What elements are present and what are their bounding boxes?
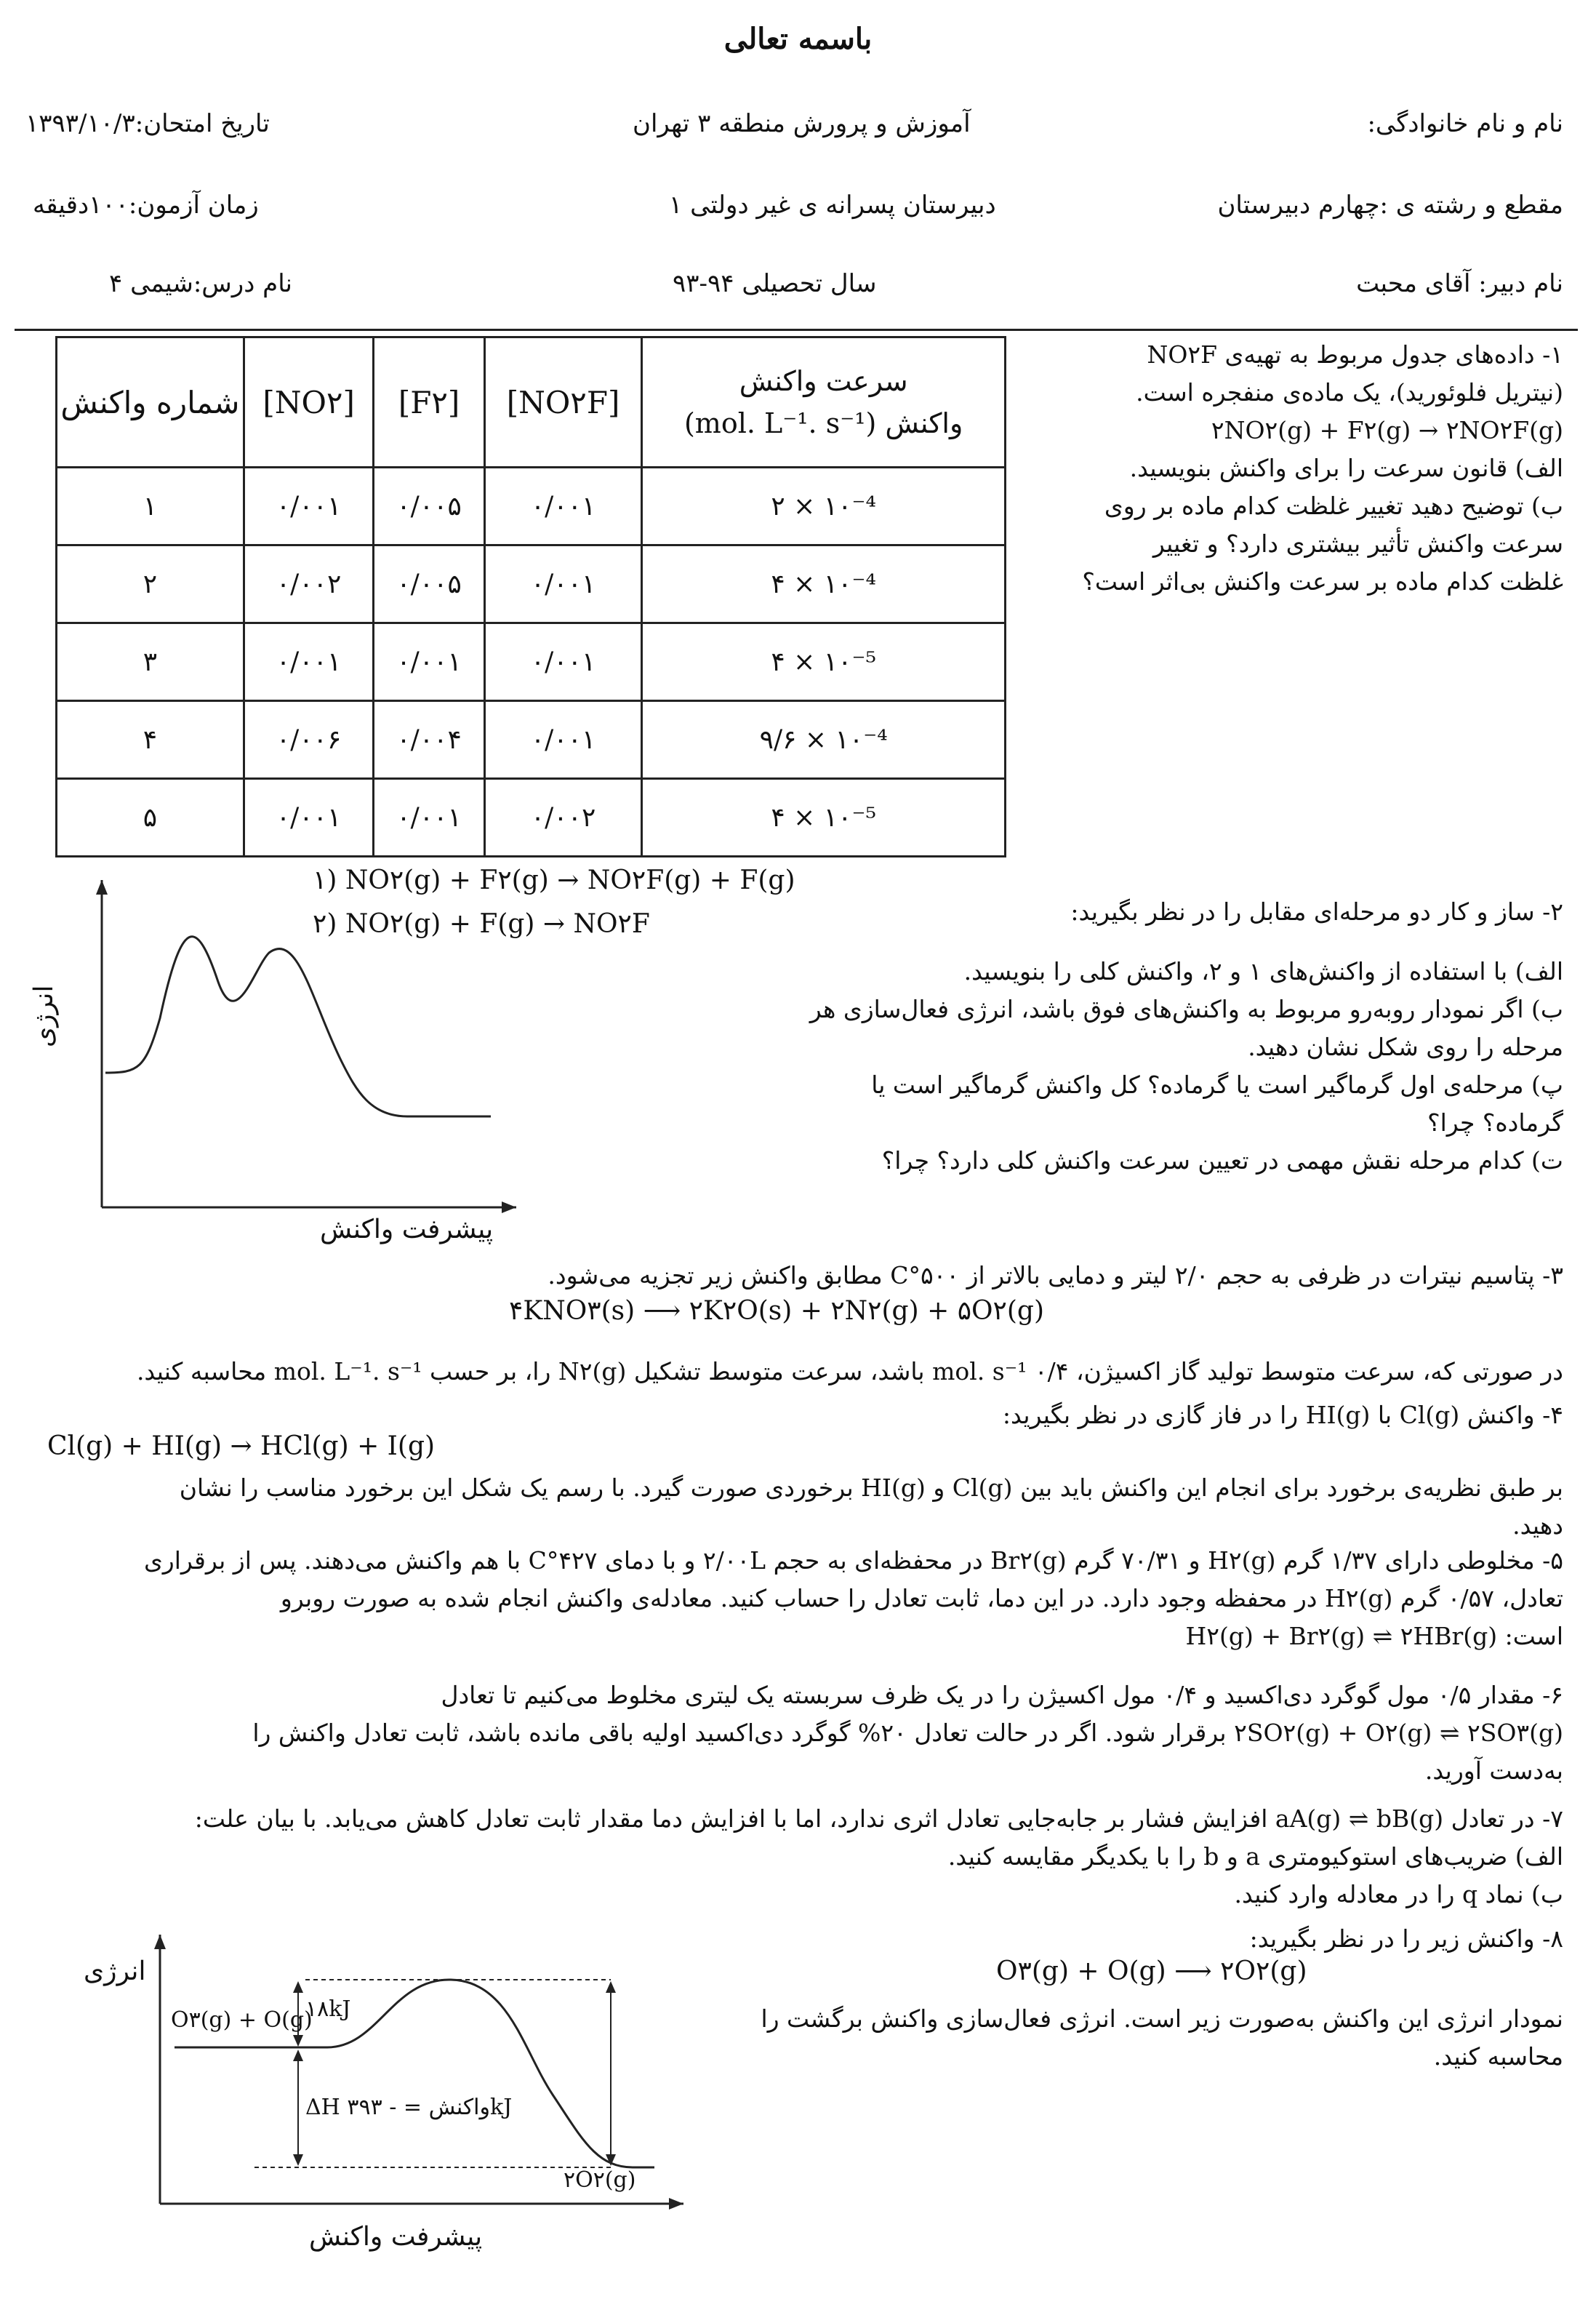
- q1-equation: ۲NO۲(g) + F۲(g) → ۲NO۲F(g): [1211, 416, 1563, 444]
- energy-curve: [105, 937, 491, 1116]
- rate-header-line1: سرعت واکنش: [739, 365, 908, 397]
- q2-line: ب) اگر نمودار روبه‌رو مربوط به واکنش‌های فوق باشد، انرژی فعال‌سازی هر: [809, 995, 1563, 1023]
- q2-line: الف) با استفاده از واکنش‌های ۱ و ۲، واکنش کلی را بنویسید.: [963, 957, 1563, 985]
- table-cell: ۰/۰۰۶: [244, 701, 374, 779]
- q6-line: به‌دست آورید.: [1424, 1756, 1563, 1785]
- q5-line: است: H۲(g) + Br۲(g) ⇌ ۲HBr(g): [1185, 1622, 1563, 1650]
- table-cell: ۴ × ۱۰⁻⁴: [642, 545, 1006, 623]
- table-row: [57, 701, 1006, 779]
- ea-arrow-head: [293, 1981, 303, 1993]
- q8-line: محاسبه کنید.: [1433, 2042, 1563, 2071]
- header-divider: [15, 329, 1578, 331]
- table-cell: ۰/۰۰۱: [484, 701, 641, 779]
- table-header-row: [57, 337, 1006, 468]
- x-axis-arrow: [669, 2198, 683, 2210]
- school-year-label: سال تحصیلی ۹۴-۹۳: [673, 269, 877, 298]
- table-cell: ۴ × ۱۰⁻⁵: [642, 623, 1006, 701]
- table-row: [57, 468, 1006, 545]
- q3-question: در صورتی که، سرعت متوسط تولید گاز اکسیژن، ۰/۴ mol. s⁻¹ باشد، سرعت متوسط تشکیل N۲(g) را، بر حسب mol. L⁻¹. s⁻¹ محاسبه کنید.: [136, 1357, 1563, 1386]
- question-2: [763, 893, 1563, 1180]
- rate-table: [55, 336, 1006, 857]
- table-header-cell: [NO۲F]: [484, 337, 641, 468]
- q5-line: تعادل، ۰/۵۷ گرم H۲(g) در محفظه وجود دارد. در این دما، ثابت تعادل را حساب کنید. معادله‌ی واکنش انجام شده به صورت روبرو: [280, 1584, 1563, 1612]
- question-6: [36, 1676, 1563, 1790]
- q7-line: ۷- در تعادل aA(g) ⇌ bB(g) افزایش فشار بر جابه‌جایی تعادل اثری ندارد، اما با افزایش دما مقدار ثابت تعادل کاهش می‌یابد. با بیان علت:: [194, 1804, 1563, 1833]
- q7-line: ب) نماد q را در معادله وارد کنید.: [1234, 1880, 1563, 1908]
- rate-header-line2: واکنش (mol. L⁻¹. s⁻¹): [683, 407, 963, 439]
- q1-line: الف) قانون سرعت را برای واکنش بنویسید.: [1129, 454, 1563, 482]
- question-1: [1054, 336, 1563, 601]
- q2-line: پ) مرحله‌ی اول گرماگیر است یا گرماده؟ کل واکنش گرماگیر است یا: [871, 1071, 1563, 1099]
- table-cell: ۳: [57, 623, 244, 701]
- q2-line: گرماده؟ چرا؟: [1427, 1108, 1563, 1137]
- table-cell: ۰/۰۰۱: [374, 623, 484, 701]
- q6-line: ۶- مقدار ۰/۵ مول گوگرد دی‌اکسید و ۰/۴ مول اکسیژن را در یک ظرف سربسته یک لیتری مخلوط می‌کنیم تا تعادل: [441, 1681, 1563, 1709]
- table-cell: ۰/۰۰۱: [484, 623, 641, 701]
- reverse-ea-arrow-head: [606, 1981, 616, 1993]
- grade-label: مقطع و رشته ی :چهارم دبیرستان: [1217, 191, 1563, 220]
- course-label: نام درس:شیمی ۴: [109, 269, 293, 298]
- question-3: [36, 1257, 1563, 1295]
- table-cell: ۰/۰۰۱: [374, 779, 484, 857]
- table-cell: ۹/۶ × ۱۰⁻⁴: [642, 701, 1006, 779]
- table-header-cell: [F۲]: [374, 337, 484, 468]
- table-cell: ۰/۰۰۵: [374, 545, 484, 623]
- table-cell: ۲ × ۱۰⁻⁴: [642, 468, 1006, 545]
- table-row: [57, 623, 1006, 701]
- graph1-y-label: انرژی: [29, 985, 59, 1047]
- q2-step-1: ۱) NO۲(g) + F۲(g) → NO۲F(g) + F(g): [313, 865, 795, 895]
- q8-line: نمودار انرژی این واکنش به‌صورت زیر است. انرژی فعال‌سازی واکنش برگشت را: [761, 2004, 1563, 2033]
- teacher-label: نام دبیر: آقای محبت: [1356, 269, 1563, 298]
- energy-graph-1: [36, 873, 545, 1251]
- table-cell: ۰/۰۰۵: [374, 468, 484, 545]
- q1-line: سرعت واکنش تأثیر بیشتری دارد؟ و تغییر: [1152, 529, 1563, 558]
- graph2-x-label: پیشرفت واکنش: [309, 2222, 483, 2252]
- table-cell: ۰/۰۰۲: [484, 779, 641, 857]
- question-4: ۴- واکنش Cl(g) با HI(g) را در فاز گازی در نظر بگیرید:: [1002, 1401, 1563, 1429]
- table-cell: ۰/۰۰۱: [484, 545, 641, 623]
- q4-equation: Cl(g) + HI(g) → HCl(g) + I(g): [47, 1431, 436, 1461]
- y-axis-arrow: [154, 1935, 166, 1949]
- q4-line: دهید.: [1512, 1511, 1563, 1540]
- question-5: [36, 1542, 1563, 1655]
- q1-line: (نیتریل فلوئورید)، یک ماده‌ی منفجره است.: [1136, 378, 1563, 407]
- question-4-text: [36, 1469, 1563, 1545]
- table-cell: ۰/۰۰۱: [484, 468, 641, 545]
- dh-arrow-head: [293, 2050, 303, 2061]
- table-cell: ۰/۰۰۲: [244, 545, 374, 623]
- table-cell: ۰/۰۰۱: [244, 623, 374, 701]
- student-name-label: نام و نام خانوادگی:: [1367, 109, 1563, 138]
- school-label: دبیرستان پسرانه ی غیر دولتی ۱: [669, 191, 996, 220]
- table-header-cell: [642, 337, 1006, 468]
- dh-arrow-tail: [293, 2154, 303, 2166]
- q8-equation: O۳(g) + O(g) ⟶ ۲O۲(g): [996, 1956, 1307, 1986]
- table-cell: ۴ × ۱۰⁻⁵: [642, 779, 1006, 857]
- table-cell: ۴: [57, 701, 244, 779]
- graph2-products-label: ۲O۲(g): [564, 2167, 636, 2193]
- graph2-y-label: انرژی: [84, 1956, 146, 1986]
- q2-line: مرحله را روی شکل نشان دهید.: [1248, 1033, 1563, 1061]
- q4-line: بر طبق نظریه‌ی برخورد برای انجام این واکنش باید بین Cl(g) و HI(g) برخوردی صورت گیرد. با رسم یک شکل این برخورد مناسب را نشان: [179, 1474, 1563, 1502]
- graph2-reactants-label: O۳(g) + O(g): [171, 2007, 313, 2033]
- q5-line: ۵- مخلوطی دارای ۱/۳۷ گرم H۲(g) و ۷۰/۳۱ گرم Br۲(g) در محفظه‌ای به حجم ۲/۰۰L و با دمای ۴۲۷°C با هم واکنش می‌دهند. پس از برقراری: [143, 1546, 1563, 1575]
- q1-line: غلظت کدام ماده بر سرعت واکنش بی‌اثر است؟: [1082, 567, 1563, 596]
- question-8: ۸- واکنش زیر را در نظر بگیرید:: [1249, 1924, 1563, 1953]
- q1-line: ۱- داده‌های جدول مربوط به تهیه‌ی NO۲F: [1147, 340, 1563, 369]
- y-axis-arrow: [96, 880, 108, 895]
- table-cell: ۱: [57, 468, 244, 545]
- q2-line: ت) کدام مرحله نقش مهمی در تعیین سرعت واکنش کلی دارد؟ چرا؟: [881, 1146, 1563, 1175]
- table-cell: ۲: [57, 545, 244, 623]
- q2-line: ۲- ساز و کار دو مرحله‌ای مقابل را در نظر بگیرید:: [1070, 897, 1563, 926]
- exam-date-label: تاریخ امتحان:۱۳۹۳/۱۰/۳: [25, 109, 270, 138]
- table-cell: ۰/۰۰۴: [374, 701, 484, 779]
- question-8-text: [691, 2000, 1563, 2076]
- q1-line: ب) توضیح دهید تغییر غلظت کدام ماده بر روی: [1104, 492, 1563, 520]
- ea-arrow-tail: [293, 2035, 303, 2047]
- table-cell: ۵: [57, 779, 244, 857]
- page-title: باسمه تعالی: [723, 22, 873, 56]
- table-header-cell: [NO۲]: [244, 337, 374, 468]
- graph2-ea-label: ۱۸kJ: [305, 1996, 351, 2022]
- q6-line: ۲SO۲(g) + O۲(g) ⇌ ۲SO۳(g) برقرار شود. اگر در حالت تعادل ۲۰% گوگرد دی‌اکسید اولیه باقی مانده باشد، ثابت تعادل واکنش را: [252, 1719, 1563, 1747]
- q3-line: ۳- پتاسیم نیترات در ظرفی به حجم ۲/۰ لیتر و دمایی بالاتر از ۵۰۰°C مطابق واکنش زیر تجزیه می‌شود.: [548, 1261, 1563, 1290]
- graph2-dh-label: ΔH واکنش = - ۳۹۳kJ: [305, 2095, 513, 2120]
- table-row: [57, 779, 1006, 857]
- exam-duration-label: زمان آزمون:۱۰۰دقیقه: [33, 191, 259, 220]
- table-cell: ۰/۰۰۱: [244, 779, 374, 857]
- q2-step-2: ۲) NO۲(g) + F(g) → NO۲F: [313, 909, 650, 939]
- q3-equation: ۴KNO۳(s) ⟶ ۲K۲O(s) + ۲N۲(g) + ۵O۲(g): [509, 1296, 1045, 1326]
- question-7: [36, 1800, 1563, 1914]
- district-label: آموزش و پرورش منطقه ۳ تهران: [633, 109, 971, 138]
- table-row: [57, 545, 1006, 623]
- graph1-x-label: پیشرفت واکنش: [320, 1215, 494, 1244]
- q7-line: الف) ضریب‌های استوکیومتری a و b را با یکدیگر مقایسه کنید.: [947, 1842, 1563, 1871]
- table-header-cell: شماره واکنش: [57, 337, 244, 468]
- table-cell: ۰/۰۰۱: [244, 468, 374, 545]
- x-axis-arrow: [502, 1202, 516, 1213]
